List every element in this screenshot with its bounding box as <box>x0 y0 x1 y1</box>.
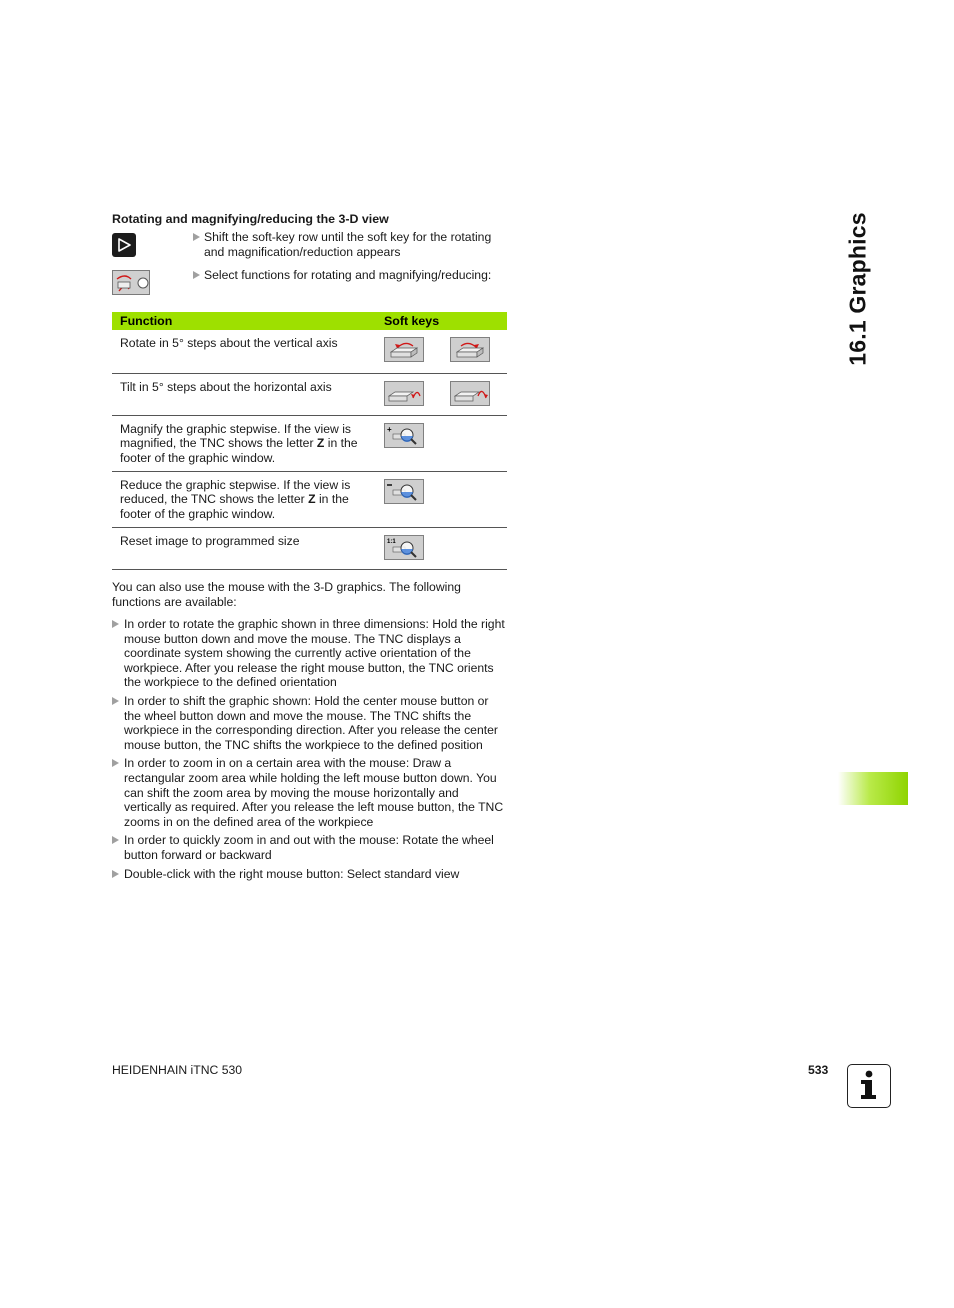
chapter-side-title: 16.1 Graphics <box>844 212 871 366</box>
table-row <box>112 415 507 471</box>
next-softkey-row-icon[interactable] <box>112 233 136 257</box>
table-row <box>112 330 507 373</box>
list-item: Double-click with the right mouse button: Select standard view <box>112 867 508 882</box>
section-title: Rotating and magnifying/reducing the 3-D view <box>112 212 389 226</box>
column-header-function: Function <box>112 312 384 330</box>
reset-key-label: 1:1 <box>387 538 396 545</box>
bullet-arrow-icon <box>112 836 119 844</box>
page-number: 533 <box>808 1063 829 1077</box>
bullet-arrow-icon <box>193 271 200 279</box>
rotate-zoom-softkey-icon[interactable] <box>112 270 150 295</box>
info-icon <box>847 1064 891 1108</box>
function-magnify: Magnify the graphic stepwise. If the view is magnified, the TNC shows the letter Z in the footer of the graphic window. <box>112 415 384 471</box>
footer-product: HEIDENHAIN iTNC 530 <box>112 1063 243 1077</box>
rotate-left-softkey[interactable] <box>384 337 424 362</box>
chapter-tab-marker <box>838 772 908 805</box>
function-reset: Reset image to programmed size <box>112 527 384 569</box>
reduce-softkey[interactable] <box>384 479 424 504</box>
magnify-softkey[interactable] <box>384 423 424 448</box>
letter-z: Z <box>316 436 325 451</box>
bullet-arrow-icon <box>112 759 119 767</box>
step-shift-softkey-row: Shift the soft-key row until the soft key for the rotating and magnification/reduction appears <box>193 230 511 259</box>
bullet-arrow-icon <box>112 620 119 628</box>
reset-size-softkey[interactable] <box>384 535 424 560</box>
mouse-intro: You can also use the mouse with the 3-D graphics. The following functions are available: <box>112 580 461 609</box>
function-tilt-horizontal: Tilt in 5° steps about the horizontal axis <box>112 373 384 415</box>
svg-text:+: + <box>387 424 392 434</box>
bullet-arrow-icon <box>193 233 200 241</box>
list-item: In order to rotate the graphic shown in three dimensions: Hold the right mouse button down and move the mouse. The TNC displays a coordinate system showing the currently active orientation of the workpiece. After you release the right mouse button, the TNC orients the workpiece to the defined orientation <box>112 617 508 690</box>
table-row <box>112 373 507 415</box>
list-item: In order to quickly zoom in and out with the mouse: Rotate the wheel button forward or backward <box>112 833 508 862</box>
bullet-arrow-icon <box>112 870 119 878</box>
letter-z: Z <box>308 492 316 507</box>
rotate-right-softkey[interactable] <box>450 337 490 362</box>
function-table <box>112 312 507 570</box>
function-reduce: Reduce the graphic stepwise. If the view is reduced, the TNC shows the letter Z in the footer of the graphic window. <box>112 471 384 527</box>
list-item: In order to shift the graphic shown: Hold the center mouse button or the wheel button down and move the mouse. The TNC shifts the workpiece in the corresponding direction. After you release the center mouse button, the TNC shifts the workpiece to the defined position <box>112 694 508 752</box>
list-item: In order to zoom in on a certain area with the mouse: Draw a rectangular zoom area while holding the left mouse button down. You can shift the zoom area by moving the mouse horizontally and vertically as required. After you release the left mouse button, the TNC zooms in on the defined area of the workpiece <box>112 756 508 829</box>
function-rotate-vertical: Rotate in 5° steps about the vertical axis <box>112 330 384 373</box>
mouse-function-list <box>112 617 508 885</box>
table-row <box>112 527 507 569</box>
column-header-softkeys: Soft keys <box>384 312 507 330</box>
bullet-arrow-icon <box>112 697 119 705</box>
tilt-down-softkey[interactable] <box>384 381 424 406</box>
table-row <box>112 471 507 527</box>
step-select-functions: Select functions for rotating and magnifying/reducing: <box>193 268 511 283</box>
tilt-up-softkey[interactable] <box>450 381 490 406</box>
